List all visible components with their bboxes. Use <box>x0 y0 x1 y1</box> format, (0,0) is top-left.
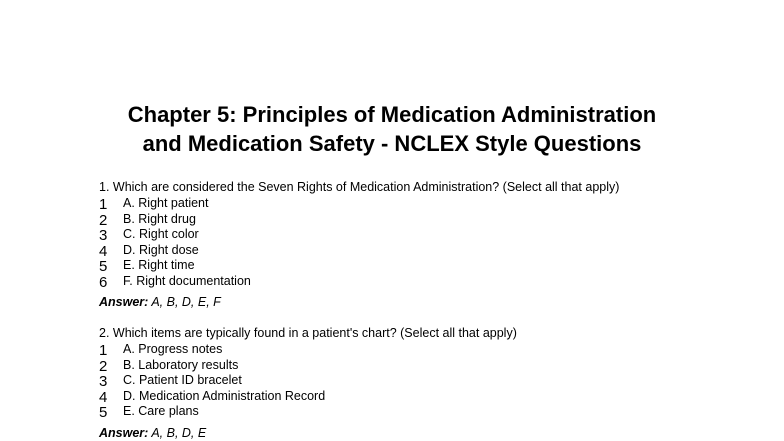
option-label: E. Right time <box>123 258 195 272</box>
option-number: 4 <box>99 242 108 260</box>
option-item <box>99 196 739 212</box>
option-label: A. Progress notes <box>123 342 223 356</box>
option-label: D. Medication Administration Record <box>123 388 326 403</box>
question-1 <box>99 180 739 310</box>
option-number: 6 <box>99 273 108 291</box>
option-label: F. Right documentation <box>123 273 251 288</box>
option-number: 1 <box>99 342 108 359</box>
option-item <box>99 227 739 243</box>
option-label: A. Right patient <box>123 196 209 210</box>
option-number: 5 <box>99 404 108 421</box>
option-label: B. Right drug <box>123 211 196 226</box>
option-item <box>99 243 739 259</box>
option-number: 3 <box>99 373 108 390</box>
option-item <box>99 404 739 420</box>
option-label: B. Laboratory results <box>123 357 239 372</box>
option-item <box>99 342 739 358</box>
option-item <box>99 358 739 374</box>
option-item <box>99 258 739 274</box>
option-number: 5 <box>99 258 108 275</box>
options-list <box>99 196 739 289</box>
option-label: C. Patient ID bracelet <box>123 373 242 387</box>
answer-value: A, B, D, E, F <box>148 295 221 309</box>
option-number: 2 <box>99 211 108 229</box>
option-item <box>99 274 739 290</box>
option-item <box>99 389 739 405</box>
option-number: 2 <box>99 357 108 375</box>
options-list <box>99 342 739 420</box>
answer-value: A, B, D, E <box>148 425 207 440</box>
title-line-1: Chapter 5: Principles of Medication Administration <box>127 102 657 127</box>
option-number: 3 <box>99 227 108 244</box>
page-title <box>0 100 784 158</box>
option-item <box>99 373 739 389</box>
question-2 <box>99 326 739 441</box>
option-number: 4 <box>99 388 108 406</box>
answer-label: Answer: <box>99 425 149 440</box>
answer-line <box>99 426 739 441</box>
option-item <box>99 212 739 228</box>
question-text: 2. Which items are typically found in a patient's chart? (Select all that apply) <box>99 326 517 340</box>
answer-line <box>99 295 739 310</box>
option-label: D. Right dose <box>123 242 199 257</box>
option-label: E. Care plans <box>123 404 199 418</box>
answer-label: Answer: <box>99 295 149 309</box>
option-number: 1 <box>99 196 108 213</box>
title-line-2: and Medication Safety - NCLEX Style Questions <box>142 131 642 156</box>
option-label: C. Right color <box>123 227 199 241</box>
question-text: 1. Which are considered the Seven Rights of Medication Administration? (Select all that apply) <box>99 180 620 194</box>
